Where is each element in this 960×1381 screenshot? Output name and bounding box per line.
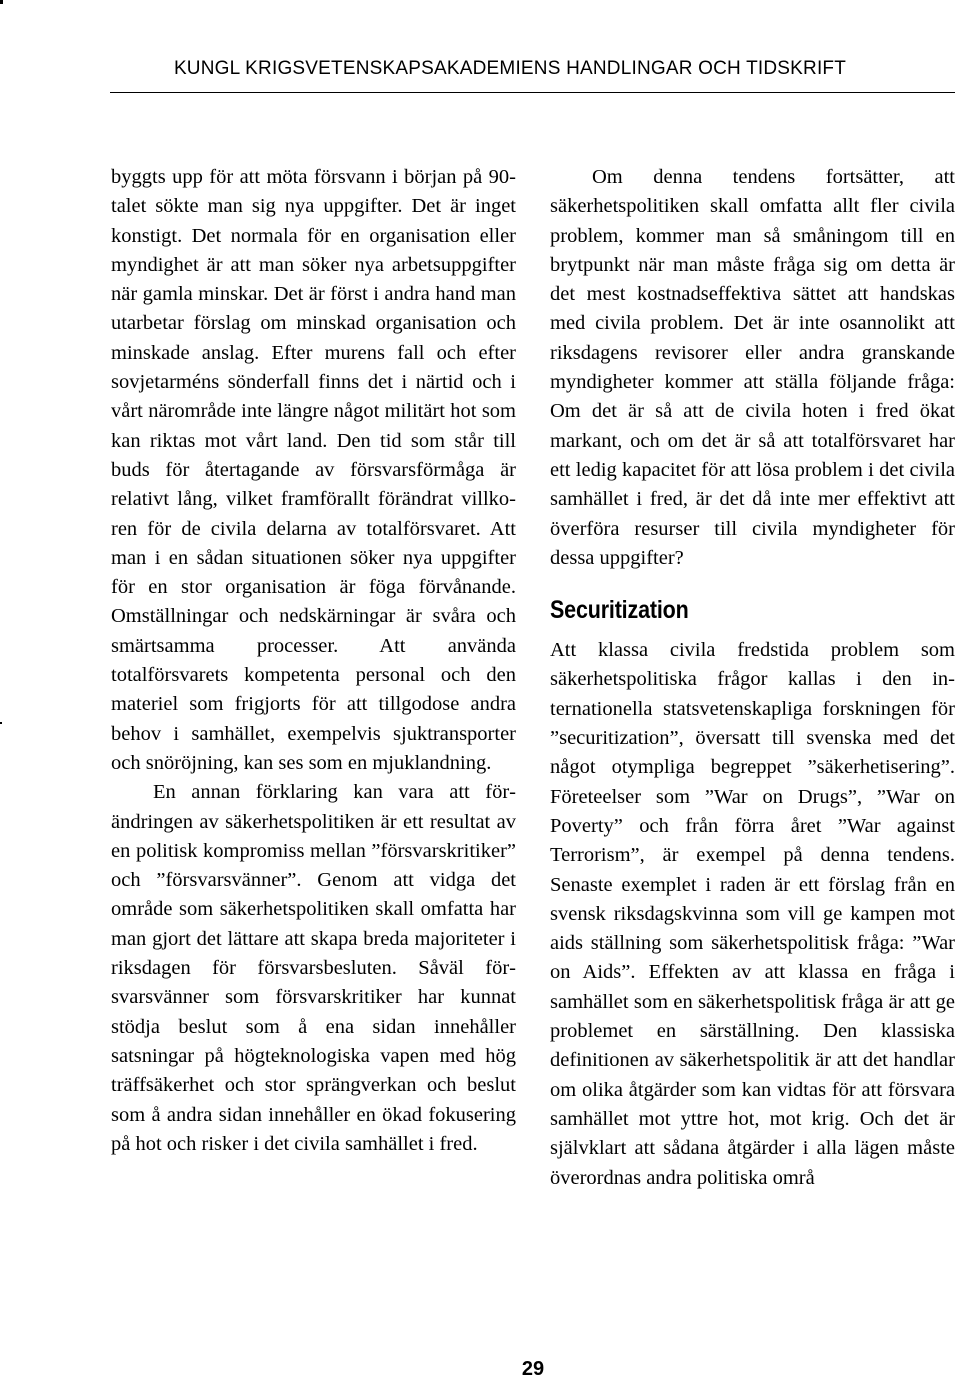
running-header: KUNGL KRIGSVETENSKAPSAKADEMIENS HANDLINGAR OCH TIDSKRIFT xyxy=(173,58,847,79)
right-column xyxy=(550,163,955,1193)
scan-edge-mark-top xyxy=(0,0,3,4)
body-paragraph: Om denna tendens fortsätter, att säkerhetspolitiken skall omfatta allt fler civila problem, kommer man så småningom till en brytpunkt när man måste fråga sig om detta är det mest kostnadseffektiva sättet att handskas med civila problem. Det är inte osannolikt att riksdagens revisorer eller andra granskande myndigheter kommer att ställa följande fråga: Om det är så att de civila hoten i fred ökat markant, och om det är så att totalförsvaret har ett ledig kapacitet för att lösa problem i det civila samhället i fred, är det då inte mer effektivt att överföra resurser till civila myndigheter för dessa uppgifter? xyxy=(550,166,955,569)
body-paragraph: byggts upp för att möta försvann i början på 90-talet sökte man sig nya uppgifter. Det är inget konstigt. Det normala för en organisation eller myndighet är att man söker nya arbetsuppgifter när gamla minskar. Det är först i andra hand man utarbetar förslag om minskad organisation och minskade anslag. Efter murens fall och efter sovjetarméns sönderfall finns det i närtid och i vårt närområde inte längre något militärt hot som kan riktas mot vårt land. Den tid som står till buds för återtagande av försvarsförmåga är relativt lång, vilket framförallt förändrat villkoren för de civila delarna av totalförsvaret. Att man i en sådan situationen söker nya uppgifter för en stor organisation är föga förvånande. Omställningar och nedskärningar är svåra och smärtsamma processer. Att använda totalförsvarets kompetenta personal och den materiel som frigjorts för att tillgodose andra behov i samhället, exempelvis sjuktransporter och snöröjning, kan ses som en mjuklandning. xyxy=(111,166,516,774)
scan-edge-mark-middle xyxy=(0,722,2,724)
header-divider xyxy=(110,92,955,93)
body-paragraph: Att klassa civila fredstida problem som säkerhetspolitiska frågor kallas i den internationella statsvetenskapliga forskningen för ”securitization”, översatt till svenska med det något otympliga begreppet ”säkerhetisering”. Företeelser som ”War on Drugs”, ”War on Poverty” och från förra året ”War against Terrorism”, är exempel på denna tendens. Senaste exemplet i raden är ett förslag från en svensk riksdagskvinna som vill ge kampen mot aids ställning som säkerhetspolitisk fråga: ”War on Aids”. Effekten av att klassa en fråga i samhället som en säkerhetspolitisk fråga är att ge problemet en särställning. Den klassiska definitionen av säkerhetspolitik är att det handlar om olika åtgärder som kan vidtas för att försvara samhället mot yttre hot, mot krig. Och det är självklart att sådana åtgärder i alla lägen måste överordnas andra politiska områ xyxy=(550,639,955,1189)
section-heading: Securitization xyxy=(550,596,689,625)
body-paragraph: En annan förklaring kan vara att förändringen av säkerhetspolitiken är ett resultat av en politisk kompromiss mellan ”försvarskritiker” och ”försvarsvänner”. Genom att vidga det område som säkerhetspolitiken skall omfatta har man gjort det lättare att skapa breda majoriteter i riksdagen för försvarsbesluten. Såväl försvarsvänner som försvarskritiker har kunnat stödja beslut som å ena sidan innehåller satsningar på högteknologiska vapen med hög träffsäkerhet och stor sprängverkan och beslut som å andra sidan innehåller en ökad fokusering på hot och risker i det civila samhället i fred. xyxy=(111,781,516,1155)
left-column xyxy=(111,163,516,1159)
page-number: 29 xyxy=(521,1358,545,1380)
